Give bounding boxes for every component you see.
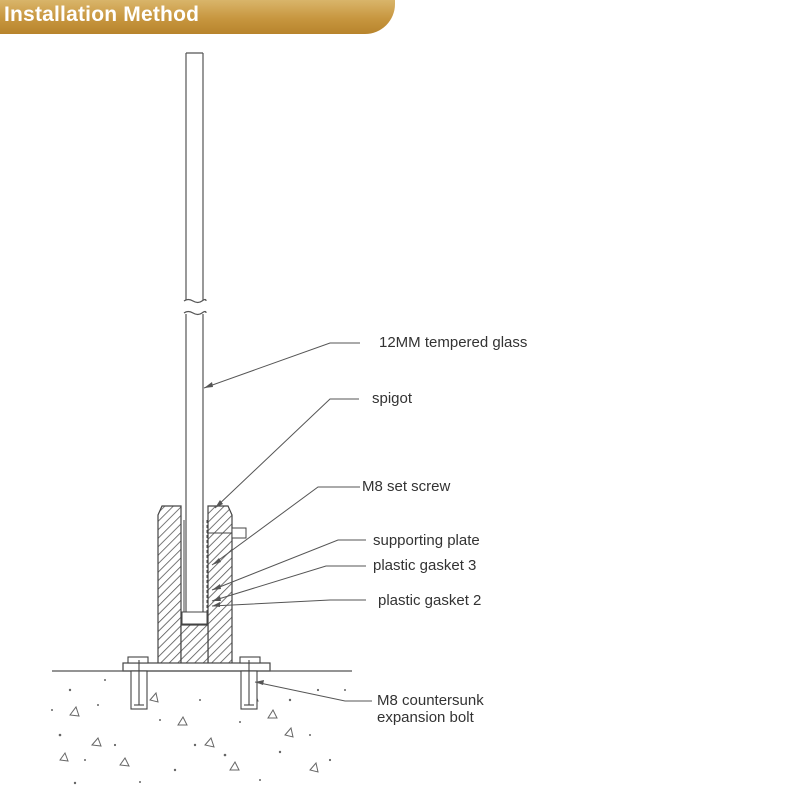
label-plastic-gasket-2: plastic gasket 2 [378,592,482,609]
label-set-screw: M8 set screw [362,478,451,495]
label-bolt-line1: M8 countersunk [377,692,484,709]
label-bolt-line2: expansion bolt [377,709,474,726]
header-title: Installation Method [4,3,200,26]
spigot-body [158,506,232,670]
label-plastic-gasket-3: plastic gasket 3 [373,557,477,574]
glass-panel [184,53,206,625]
concrete-texture [51,679,346,784]
label-tempered-glass: 12MM tempered glass [379,334,528,351]
base-plate [123,663,270,671]
label-supporting-plate: supporting plate [373,532,480,549]
label-spigot: spigot [372,390,413,407]
